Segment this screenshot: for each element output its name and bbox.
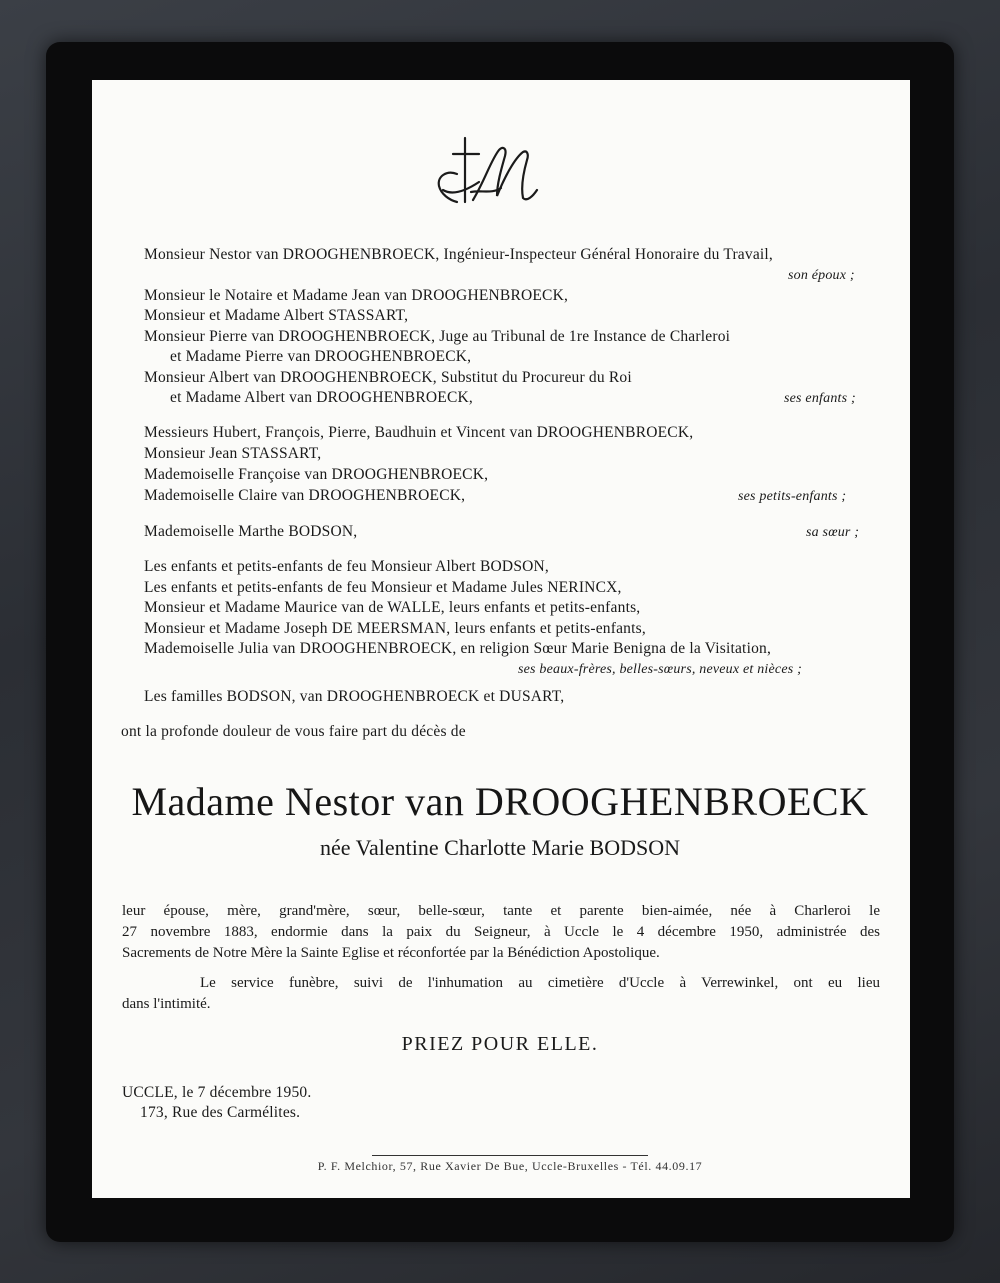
printer-rule (372, 1155, 648, 1156)
cross-monogram-icon (427, 130, 547, 216)
in-law-line: Monsieur et Madame Maurice van de WALLE, leurs enfants et petits-enfants, (144, 599, 641, 616)
in-laws-relation: ses beaux-frères, belles-sœurs, neveux et nièces ; (518, 662, 802, 677)
in-law-line: Les enfants et petits-enfants de feu Monsieur Albert BODSON, (144, 558, 550, 575)
sister-relation: sa sœur ; (806, 525, 860, 540)
service-line: dans l'intimité. (122, 996, 211, 1012)
deceased-name-heading: Madame Nestor van DROOGHENBROECK (131, 779, 869, 824)
in-law-line: Les enfants et petits-enfants de feu Monsieur et Madame Jules NERINCX, (144, 579, 622, 596)
sister-line: Mademoiselle Marthe BODSON, (144, 523, 358, 540)
in-law-line: Monsieur et Madame Joseph DE MEERSMAN, leurs enfants et petits-enfants, (144, 620, 646, 637)
announcement-line: ont la profonde douleur de vous faire part du décès de (121, 723, 466, 740)
details-line: leur épouse, mère, grand'mère, sœur, belle-sœur, tante et parente bien-aimée, née à Charleroi le (122, 903, 880, 919)
details-paragraph (122, 901, 880, 964)
birth-name-subheading: née Valentine Charlotte Marie BODSON (319, 835, 681, 860)
prayer-heading: PRIEZ POUR ELLE. (401, 1033, 599, 1055)
place-date: UCCLE, le 7 décembre 1950. (122, 1084, 312, 1101)
child-line: Monsieur et Madame Albert STASSART, (144, 307, 409, 324)
details-line: 27 novembre 1883, endormie dans la paix du Seigneur, à Uccle le 4 décembre 1950, administrée des (122, 924, 880, 940)
grandchildren-relation: ses petits-enfants ; (738, 489, 847, 504)
children-relation: ses enfants ; (784, 391, 856, 406)
in-law-line: Mademoiselle Julia van DROOGHENBROECK, en religion Sœur Marie Benigna de la Visitation, (144, 640, 772, 657)
grandchild-line: Mademoiselle Françoise van DROOGHENBROECK, (144, 466, 489, 483)
grandchild-line: Mademoiselle Claire van DROOGHENBROECK, (144, 487, 466, 504)
spouse-relation: son époux ; (788, 268, 855, 283)
printer-credit: P. F. Melchior, 57, Rue Xavier De Bue, Uccle-Bruxelles - Tél. 44.09.17 (317, 1159, 703, 1173)
child-line: et Madame Pierre van DROOGHENBROECK, (170, 348, 472, 365)
families-line: Les familles BODSON, van DROOGHENBROECK et DUSART, (144, 688, 565, 705)
grandchild-line: Messieurs Hubert, François, Pierre, Baudhuin et Vincent van DROOGHENBROECK, (144, 424, 694, 441)
home-address: 173, Rue des Carmélites. (140, 1104, 301, 1121)
child-line: Monsieur Pierre van DROOGHENBROECK, Juge au Tribunal de 1re Instance de Charleroi (144, 328, 731, 345)
details-line: Sacrements de Notre Mère la Sainte Eglise et réconfortée par la Bénédiction Apostolique. (122, 945, 660, 961)
child-line: et Madame Albert van DROOGHENBROECK, (170, 389, 473, 406)
child-line: Monsieur le Notaire et Madame Jean van DROOGHENBROECK, (144, 287, 569, 304)
child-line: Monsieur Albert van DROOGHENBROECK, Substitut du Procureur du Roi (144, 369, 632, 386)
spouse-line: Monsieur Nestor van DROOGHENBROECK, Ingénieur-Inspecteur Général Honoraire du Travail, (144, 246, 774, 263)
grandchild-line: Monsieur Jean STASSART, (144, 445, 322, 462)
service-line: Le service funèbre, suivi de l'inhumation au cimetière d'Uccle à Verrewinkel, ont eu lieu (200, 975, 880, 991)
service-paragraph (122, 973, 880, 1015)
